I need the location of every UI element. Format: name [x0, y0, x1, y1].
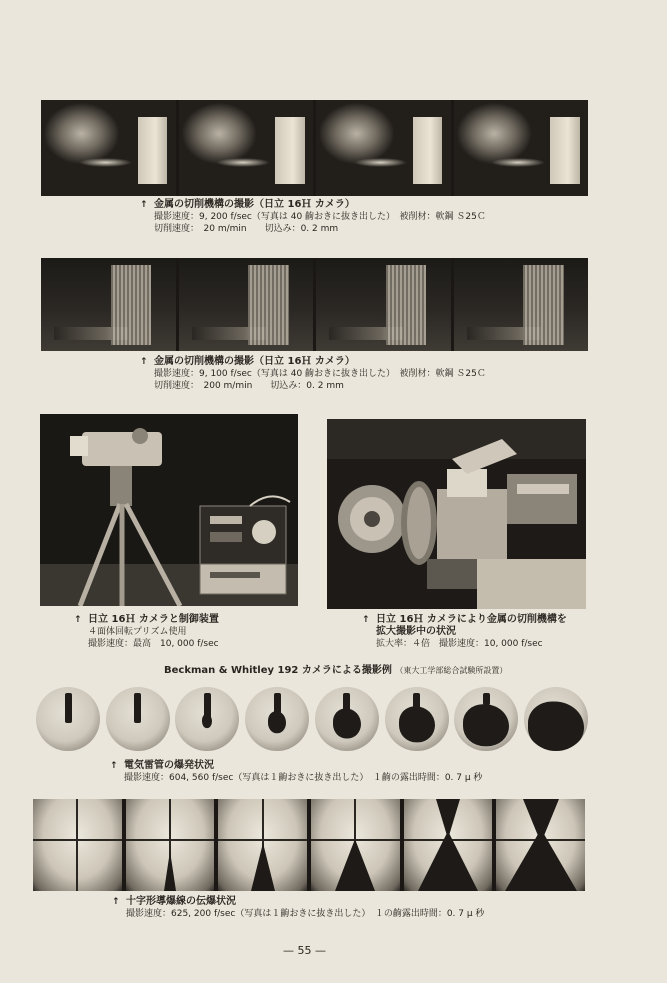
caption-line: 切削速度： 20 m/min 切込み：0. 2 mm [154, 224, 339, 234]
detonator-frame [315, 687, 379, 751]
lathe-setup-illustration [327, 419, 586, 609]
section-heading [164, 661, 507, 676]
caption-3 [74, 614, 219, 650]
heading-note: （東大工学部総合試験所設置） [395, 666, 508, 675]
cross-frame [126, 799, 215, 891]
up-arrow-icon: ↑ [362, 615, 370, 625]
up-arrow-icon: ↑ [110, 761, 118, 771]
caption-line: 拡大率：４倍 撮影速度：10, 000 f/sec [376, 639, 543, 649]
page-number: — 55 — [283, 944, 326, 957]
cutting-frame [41, 258, 176, 351]
detonator-frame [175, 687, 239, 751]
detonator-frame [524, 687, 588, 751]
camera-tripod-illustration [40, 414, 298, 606]
cutting-setup-photo [327, 419, 586, 609]
caption-title: 日立 16Ｈ カメラと制御装置 [88, 614, 219, 625]
cross-frame [311, 799, 400, 891]
caption-title: 電気雷管の爆発状況 [124, 760, 214, 771]
cross-frame [33, 799, 122, 891]
cross-frame [404, 799, 493, 891]
caption-title: 金属の切削機構の撮影（日立 16Ｈ カメラ） [154, 356, 355, 367]
cutting-frame [179, 258, 314, 351]
cross-frame [496, 799, 585, 891]
cutting-frame [41, 100, 176, 196]
caption-4 [362, 614, 567, 650]
detonator-frame [106, 687, 170, 751]
caption-title: 日立 16Ｈ カメラにより金属の切削機構を [376, 614, 567, 625]
camera-control-photo [40, 414, 298, 606]
cutting-frame [454, 100, 589, 196]
caption-line: 撮影速度：最高 10, 000 f/sec [88, 639, 219, 649]
caption-1 [140, 199, 486, 235]
up-arrow-icon: ↑ [74, 615, 82, 625]
caption-title: 金属の切削機構の撮影（日立 16Ｈ カメラ） [154, 199, 355, 210]
detonator-photo-strip [36, 684, 588, 754]
cutting-photo-strip-1 [41, 100, 588, 196]
cross-cord-photo-strip [33, 799, 585, 891]
caption-line: 撮影速度：9, 200 f/sec（写真は 40 齣おきに抜き出した） 被削材：軟鋼 Ｓ25Ｃ [154, 212, 486, 222]
caption-5 [110, 760, 482, 784]
caption-2 [140, 356, 486, 392]
detonator-frame [385, 687, 449, 751]
up-arrow-icon: ↑ [140, 357, 148, 367]
detonator-frame [36, 687, 100, 751]
cutting-frame [454, 258, 589, 351]
detonator-frame [454, 687, 518, 751]
caption-line: ４面体回転プリズム使用 [88, 627, 187, 637]
cutting-frame [316, 100, 451, 196]
cutting-photo-strip-2 [41, 258, 588, 351]
caption-line: 撮影速度：625, 200 f/sec（写真は１齣おきに抜き出した） １の齣露出時間：0. 7 μ 秒 [126, 909, 485, 919]
caption-title: 十字形導爆線の伝爆状況 [126, 896, 236, 907]
caption-line: 撮影速度：604, 560 f/sec（写真は１齣おきに抜き出した） １齣の露出時間：0. 7 μ 秒 [124, 773, 483, 783]
caption-line: 撮影速度：9, 100 f/sec（写真は 40 齣おきに抜き出した） 被削材：軟鋼 Ｓ25Ｃ [154, 369, 486, 379]
cross-frame [218, 799, 307, 891]
up-arrow-icon: ↑ [112, 897, 120, 907]
caption-title-2: 拡大撮影中の状況 [376, 626, 456, 637]
caption-line: 切削速度： 200 m/min 切込み：0. 2 mm [154, 381, 344, 391]
detonator-frame [245, 687, 309, 751]
cutting-frame [179, 100, 314, 196]
heading-text: Beckman & Whitley 192 カメラによる撮影例 [164, 665, 392, 676]
cutting-frame [316, 258, 451, 351]
caption-6 [112, 896, 484, 920]
up-arrow-icon: ↑ [140, 200, 148, 210]
